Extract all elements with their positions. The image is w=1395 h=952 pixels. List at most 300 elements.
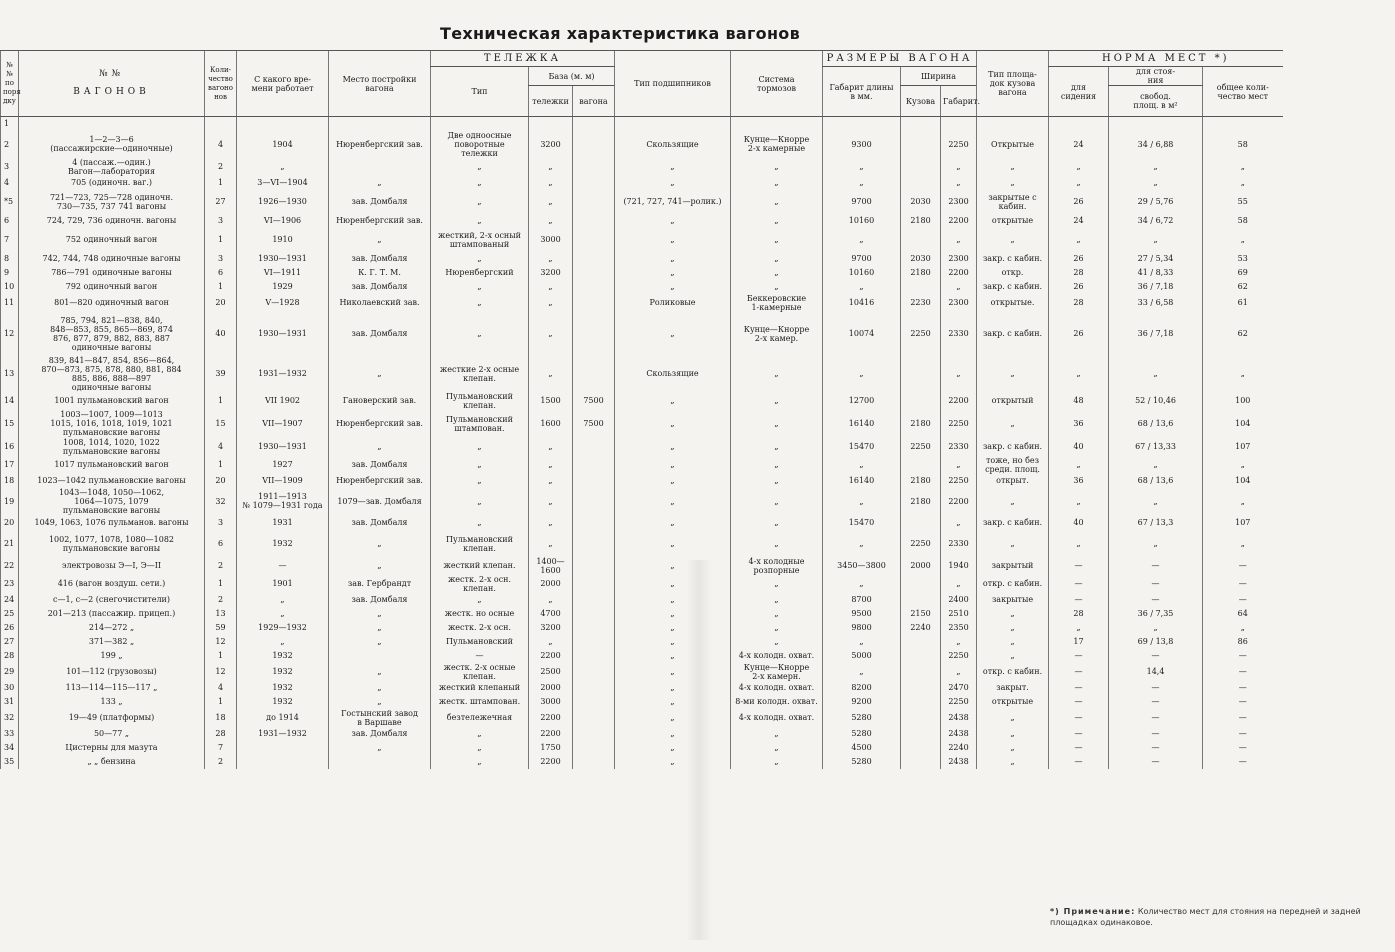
cell-bearing-type: „ [615,607,731,621]
cell-built-at [329,158,431,176]
cell-standing: „ [1109,356,1203,392]
cell-width-body: 2250 [901,438,941,456]
cell-row-number: 20 [1,515,19,531]
cell-car-numbers: 752 одиночный вагон [19,228,205,252]
cell-brake-system: „ [731,741,823,755]
cell-built-at [329,755,431,769]
cell-base-bogie: 4700 [529,607,573,621]
cell-standing: 68 / 13,6 [1109,410,1203,438]
cell-built-at: зав. Домбаля [329,727,431,741]
cell-width-body [901,117,941,131]
cell-row-number: 21 [1,531,19,557]
cell-brake-system: „ [731,621,823,635]
table-row [1,663,1283,681]
cell-bogie-type: Пульмановский клепан. [431,531,529,557]
table-row [1,755,1283,769]
table-body [1,117,1283,769]
cell-total-places: — [1203,575,1283,593]
cell-platform-type: „ [977,158,1049,176]
cell-in-service-since: 1931 [237,515,329,531]
cell-car-count: 28 [205,727,237,741]
cell-car-numbers: „ „ бензина [19,755,205,769]
cell-total-places: „ [1203,356,1283,392]
cell-base-car [573,741,615,755]
cell-bearing-type: „ [615,266,731,280]
cell-total-places: 107 [1203,515,1283,531]
table-row [1,176,1283,190]
cell-total-places: 58 [1203,131,1283,158]
footnote [1050,906,1380,928]
cell-in-service-since: 1910 [237,228,329,252]
cell-bearing-type: „ [615,695,731,709]
cell-width-body [901,727,941,741]
cell-standing: „ [1109,531,1203,557]
cell-car-numbers: электровозы Э—I, Э—II [19,557,205,575]
cell-base-car [573,488,615,515]
cell-bogie-type: „ [431,190,529,214]
cell-standing: 29 / 5,76 [1109,190,1203,214]
cell-brake-system: 8-ми колодн. охват. [731,695,823,709]
cell-in-service-since: V—1928 [237,294,329,312]
cell-width-body [901,663,941,681]
cell-brake-system: „ [731,755,823,769]
cell-platform-type: закрытый [977,557,1049,575]
cell-width-body: 2180 [901,488,941,515]
cell-width-gauge: 2330 [941,312,977,356]
cell-built-at: зав. Домбаля [329,252,431,266]
cell-brake-system: „ [731,727,823,741]
cell-built-at: „ [329,621,431,635]
cell-total-places: 62 [1203,280,1283,294]
cell-bogie-type: „ [431,741,529,755]
cell-car-numbers: 742, 744, 748 одиночные вагоны [19,252,205,266]
cell-seats: — [1049,557,1109,575]
cell-bogie-type: „ [431,280,529,294]
cell-base-bogie: „ [529,214,573,228]
cell-in-service-since: „ [237,635,329,649]
cell-car-count: 3 [205,252,237,266]
cell-in-service-since: 1927 [237,456,329,474]
cell-platform-type: тоже, но без среди. площ. [977,456,1049,474]
cell-total-places: — [1203,649,1283,663]
cell-width-gauge: 2438 [941,727,977,741]
cell-row-number: 34 [1,741,19,755]
cell-car-numbers: 839, 841—847, 854, 856—864, 870—873, 875, 878, 880, 881, 884 885, 886, 888—897 одиночные вагоны [19,356,205,392]
cell-bogie-type: „ [431,456,529,474]
header-since: С какого вре- мени работает [237,51,329,117]
cell-base-bogie: 2000 [529,681,573,695]
cell-car-count: 1 [205,695,237,709]
cell-standing: — [1109,649,1203,663]
cell-built-at: „ [329,176,431,190]
cell-standing: 36 / 7,35 [1109,607,1203,621]
cell-car-count: 1 [205,649,237,663]
cell-seats: — [1049,709,1109,727]
cell-length: 9500 [823,607,901,621]
cell-length: 10416 [823,294,901,312]
cell-car-numbers: 1001 пульмановский вагон [19,392,205,410]
cell-width-body: 2000 [901,557,941,575]
cell-car-count: 7 [205,741,237,755]
cell-base-car [573,456,615,474]
cell-built-at: „ [329,607,431,621]
cell-base-car [573,158,615,176]
cell-brake-system: „ [731,214,823,228]
cell-platform-type: открыт. [977,474,1049,488]
cell-car-numbers: 785, 794, 821—838, 840, 848—853, 855, 865—869, 874 876, 877, 879, 882, 883, 887 одиночные вагоны [19,312,205,356]
cell-brake-system: Кунце—Кнорре 2-х камер. [731,312,823,356]
cell-length: „ [823,635,901,649]
cell-brake-system: „ [731,158,823,176]
cell-width-gauge: 2400 [941,593,977,607]
cell-base-car [573,649,615,663]
cell-length: 9200 [823,695,901,709]
cell-seats: „ [1049,621,1109,635]
cell-row-number: *5 [1,190,19,214]
cell-base-car [573,356,615,392]
cell-length: 12700 [823,392,901,410]
cell-car-count: 1 [205,176,237,190]
cell-seats: 26 [1049,280,1109,294]
cell-width-body [901,755,941,769]
cell-built-at: „ [329,356,431,392]
cell-built-at: „ [329,663,431,681]
header-length: Габарит длины в мм. [823,67,901,117]
cell-bogie-type: жестк. 2-х осн. [431,621,529,635]
cell-car-numbers: 1043—1048, 1050—1062, 1064—1075, 1079 пульмановские вагоны [19,488,205,515]
cell-base-bogie: 2000 [529,575,573,593]
cell-platform-type: „ [977,410,1049,438]
cell-standing: 69 / 13,8 [1109,635,1203,649]
cell-base-bogie: 1400—1600 [529,557,573,575]
cell-car-numbers: 4 (пассаж.—один.) Вагон—лаборатория [19,158,205,176]
cell-standing: 67 / 13,33 [1109,438,1203,456]
cell-built-at: „ [329,635,431,649]
cell-row-number: 13 [1,356,19,392]
cell-base-bogie: „ [529,158,573,176]
cell-total-places: — [1203,727,1283,741]
cell-base-bogie: 3200 [529,621,573,635]
header-seated: для сидения [1049,67,1109,117]
cell-bogie-type: „ [431,515,529,531]
cell-bogie-type: жестк. 2-х осн. клепан. [431,575,529,593]
cell-width-body: 2150 [901,607,941,621]
document-title: Техническая характеристика вагонов [439,24,801,43]
header-row-no: №№ по поря дку [1,51,19,117]
cell-platform-type [977,117,1049,131]
cell-car-count: 12 [205,663,237,681]
cell-in-service-since: VII 1902 [237,392,329,410]
cell-built-at: „ [329,531,431,557]
cell-width-gauge: „ [941,456,977,474]
cell-total-places: — [1203,557,1283,575]
cell-length: 5280 [823,709,901,727]
cell-in-service-since: 1929 [237,280,329,294]
cell-seats: — [1049,593,1109,607]
cell-platform-type: „ [977,531,1049,557]
cell-bogie-type: Две одноосные поворотные тележки [431,131,529,158]
cell-brake-system: „ [731,531,823,557]
cell-seats: 48 [1049,392,1109,410]
cell-car-numbers: 792 одиночный вагон [19,280,205,294]
cell-built-at [329,117,431,131]
cell-seats: „ [1049,228,1109,252]
header-brakes: Система тормозов [731,51,823,117]
cell-bogie-type: „ [431,214,529,228]
header-bogie-group: ТЕЛЕЖКА [431,51,615,67]
cell-standing: „ [1109,228,1203,252]
cell-width-gauge: „ [941,280,977,294]
cell-row-number: 26 [1,621,19,635]
cell-seats: — [1049,727,1109,741]
table-row [1,190,1283,214]
cell-total-places: 55 [1203,190,1283,214]
header-base-car: вагона [573,86,615,117]
cell-brake-system: „ [731,280,823,294]
cell-bearing-type: Роликовые [615,294,731,312]
cell-seats: — [1049,649,1109,663]
cell-in-service-since [237,755,329,769]
cell-bogie-type: Нюренбергский [431,266,529,280]
cell-car-count: 1 [205,456,237,474]
cell-base-car [573,294,615,312]
cell-length: „ [823,531,901,557]
cell-bearing-type: „ [615,228,731,252]
cell-platform-type: „ [977,176,1049,190]
cell-standing: „ [1109,621,1203,635]
cell-brake-system: „ [731,456,823,474]
cell-base-bogie: „ [529,531,573,557]
cell-in-service-since: до 1914 [237,709,329,727]
cell-row-number: 29 [1,663,19,681]
cell-bearing-type: „ [615,557,731,575]
cell-bogie-type: жесткий клепаный [431,681,529,695]
cell-width-gauge: 2350 [941,621,977,635]
cell-standing: — [1109,727,1203,741]
cell-in-service-since [237,741,329,755]
cell-car-count: 40 [205,312,237,356]
cell-width-body: 2240 [901,621,941,635]
cell-width-gauge: 2240 [941,741,977,755]
cell-base-car [573,593,615,607]
cell-row-number: 23 [1,575,19,593]
cell-car-count: 12 [205,635,237,649]
cell-length: 9700 [823,252,901,266]
cell-in-service-since: 1926—1930 [237,190,329,214]
cell-row-number: 10 [1,280,19,294]
cell-width-body: 2230 [901,294,941,312]
cell-width-body [901,575,941,593]
header-bogie-type: Тип [431,67,529,117]
cell-row-number: 11 [1,294,19,312]
cell-base-bogie: „ [529,635,573,649]
cell-car-count [205,117,237,131]
cell-base-car [573,621,615,635]
cell-total-places [1203,117,1283,131]
footnote-label: *) Примечание: [1050,907,1136,916]
cell-platform-type: открытые [977,695,1049,709]
cell-built-at: „ [329,741,431,755]
cell-bogie-type: „ [431,488,529,515]
cell-car-numbers: с—1, с—2 (снегочистители) [19,593,205,607]
cell-standing: 68 / 13,6 [1109,474,1203,488]
cell-row-number: 3 [1,158,19,176]
cell-length: „ [823,488,901,515]
cell-car-count: 20 [205,294,237,312]
cell-base-bogie: 3200 [529,266,573,280]
cell-car-count: 13 [205,607,237,621]
cell-in-service-since: 1932 [237,531,329,557]
cell-car-numbers: 786—791 одиночные вагоны [19,266,205,280]
cell-width-body: 2180 [901,410,941,438]
cell-bearing-type: „ [615,438,731,456]
cell-platform-type: закр. с кабин. [977,312,1049,356]
cell-platform-type: „ [977,228,1049,252]
cell-base-car [573,438,615,456]
cell-in-service-since: 1904 [237,131,329,158]
cell-row-number: 24 [1,593,19,607]
cell-total-places: — [1203,593,1283,607]
cell-car-count: 18 [205,709,237,727]
cell-seats: 26 [1049,312,1109,356]
cell-length: 9700 [823,190,901,214]
table-row [1,593,1283,607]
cell-platform-type: закр. с кабин. [977,438,1049,456]
cell-brake-system: „ [731,438,823,456]
cell-row-number: 14 [1,392,19,410]
cell-built-at: „ [329,681,431,695]
cell-base-bogie: „ [529,280,573,294]
cell-width-gauge: „ [941,663,977,681]
cell-platform-type: „ [977,755,1049,769]
cell-total-places: „ [1203,621,1283,635]
cell-bogie-type: жестк. 2-х осные клепан. [431,663,529,681]
cell-seats: 36 [1049,474,1109,488]
cell-base-car [573,663,615,681]
cell-seats: 40 [1049,515,1109,531]
cell-in-service-since: 1932 [237,649,329,663]
cell-length: 15470 [823,515,901,531]
cell-bogie-type: — [431,649,529,663]
cell-base-car [573,280,615,294]
cell-bearing-type: „ [615,214,731,228]
cell-seats: „ [1049,456,1109,474]
cell-bearing-type: „ [615,312,731,356]
cell-standing: 67 / 13,3 [1109,515,1203,531]
table-row [1,438,1283,456]
cell-width-body: 2030 [901,252,941,266]
cell-bearing-type: „ [615,755,731,769]
cell-car-count: 2 [205,593,237,607]
cell-width-gauge: „ [941,158,977,176]
cell-built-at: зав. Гербрандт [329,575,431,593]
cell-bearing-type: „ [615,635,731,649]
cell-car-count: 27 [205,190,237,214]
cell-bogie-type: Пульмановский клепан. [431,392,529,410]
cell-built-at: Гановерский зав. [329,392,431,410]
cell-standing: 36 / 7,18 [1109,280,1203,294]
cell-standing: 34 / 6,88 [1109,131,1203,158]
header-standing: для стоя- ния [1109,67,1203,86]
cell-base-car [573,214,615,228]
cell-built-at: „ [329,438,431,456]
cell-width-body [901,456,941,474]
cell-total-places: 104 [1203,410,1283,438]
cell-car-numbers [19,117,205,131]
cell-seats: „ [1049,531,1109,557]
cell-standing: 36 / 7,18 [1109,312,1203,356]
cell-in-service-since: „ [237,158,329,176]
cell-width-gauge: 2300 [941,294,977,312]
cell-built-at [329,649,431,663]
cell-row-number: 2 [1,131,19,158]
cell-car-numbers: 133 „ [19,695,205,709]
cell-in-service-since: VII—1907 [237,410,329,438]
cell-bearing-type [615,117,731,131]
cell-seats: 24 [1049,131,1109,158]
cell-width-body [901,158,941,176]
cell-brake-system: „ [731,392,823,410]
cell-length: 16140 [823,474,901,488]
cell-brake-system: „ [731,266,823,280]
cell-car-numbers: 50—77 „ [19,727,205,741]
table-row [1,280,1283,294]
cell-row-number: 16 [1,438,19,456]
cell-base-car [573,681,615,695]
cell-base-car [573,228,615,252]
cell-standing: — [1109,709,1203,727]
cell-base-bogie: 3000 [529,228,573,252]
cell-width-gauge: „ [941,515,977,531]
cell-seats: 26 [1049,252,1109,266]
cell-base-bogie: 3200 [529,131,573,158]
cell-total-places: — [1203,681,1283,695]
cell-bearing-type: Скользящие [615,131,731,158]
cell-base-car [573,131,615,158]
header-platform: Тип площа- док кузова вагона [977,51,1049,117]
cell-platform-type: открытые [977,214,1049,228]
cell-base-bogie: „ [529,593,573,607]
header-total: общее коли- чество мест [1203,67,1283,117]
cell-car-count: 6 [205,266,237,280]
cell-seats: — [1049,755,1109,769]
cell-car-count: 20 [205,474,237,488]
cell-standing: — [1109,695,1203,709]
cell-seats: — [1049,575,1109,593]
cell-bearing-type: „ [615,392,731,410]
cell-bogie-type: „ [431,158,529,176]
cell-base-car [573,755,615,769]
cell-total-places: 53 [1203,252,1283,266]
header-count: Коли- чество вагоно нов [205,51,237,117]
cell-brake-system: „ [731,488,823,515]
table-row [1,312,1283,356]
cell-built-at: К. Г. Т. М. [329,266,431,280]
cell-total-places: 104 [1203,474,1283,488]
cell-total-places: „ [1203,456,1283,474]
cell-row-number: 25 [1,607,19,621]
cell-width-gauge: 2510 [941,607,977,621]
cell-platform-type: закр. с кабин. [977,252,1049,266]
cell-in-service-since: 1929—1932 [237,621,329,635]
cell-car-numbers: 201—213 (пассажир. прицеп.) [19,607,205,621]
cell-platform-type: „ [977,488,1049,515]
cell-bearing-type: „ [615,727,731,741]
cell-bogie-type: безтележечная [431,709,529,727]
cell-bearing-type: „ [615,593,731,607]
cell-total-places: 61 [1203,294,1283,312]
cell-car-count: 1 [205,392,237,410]
